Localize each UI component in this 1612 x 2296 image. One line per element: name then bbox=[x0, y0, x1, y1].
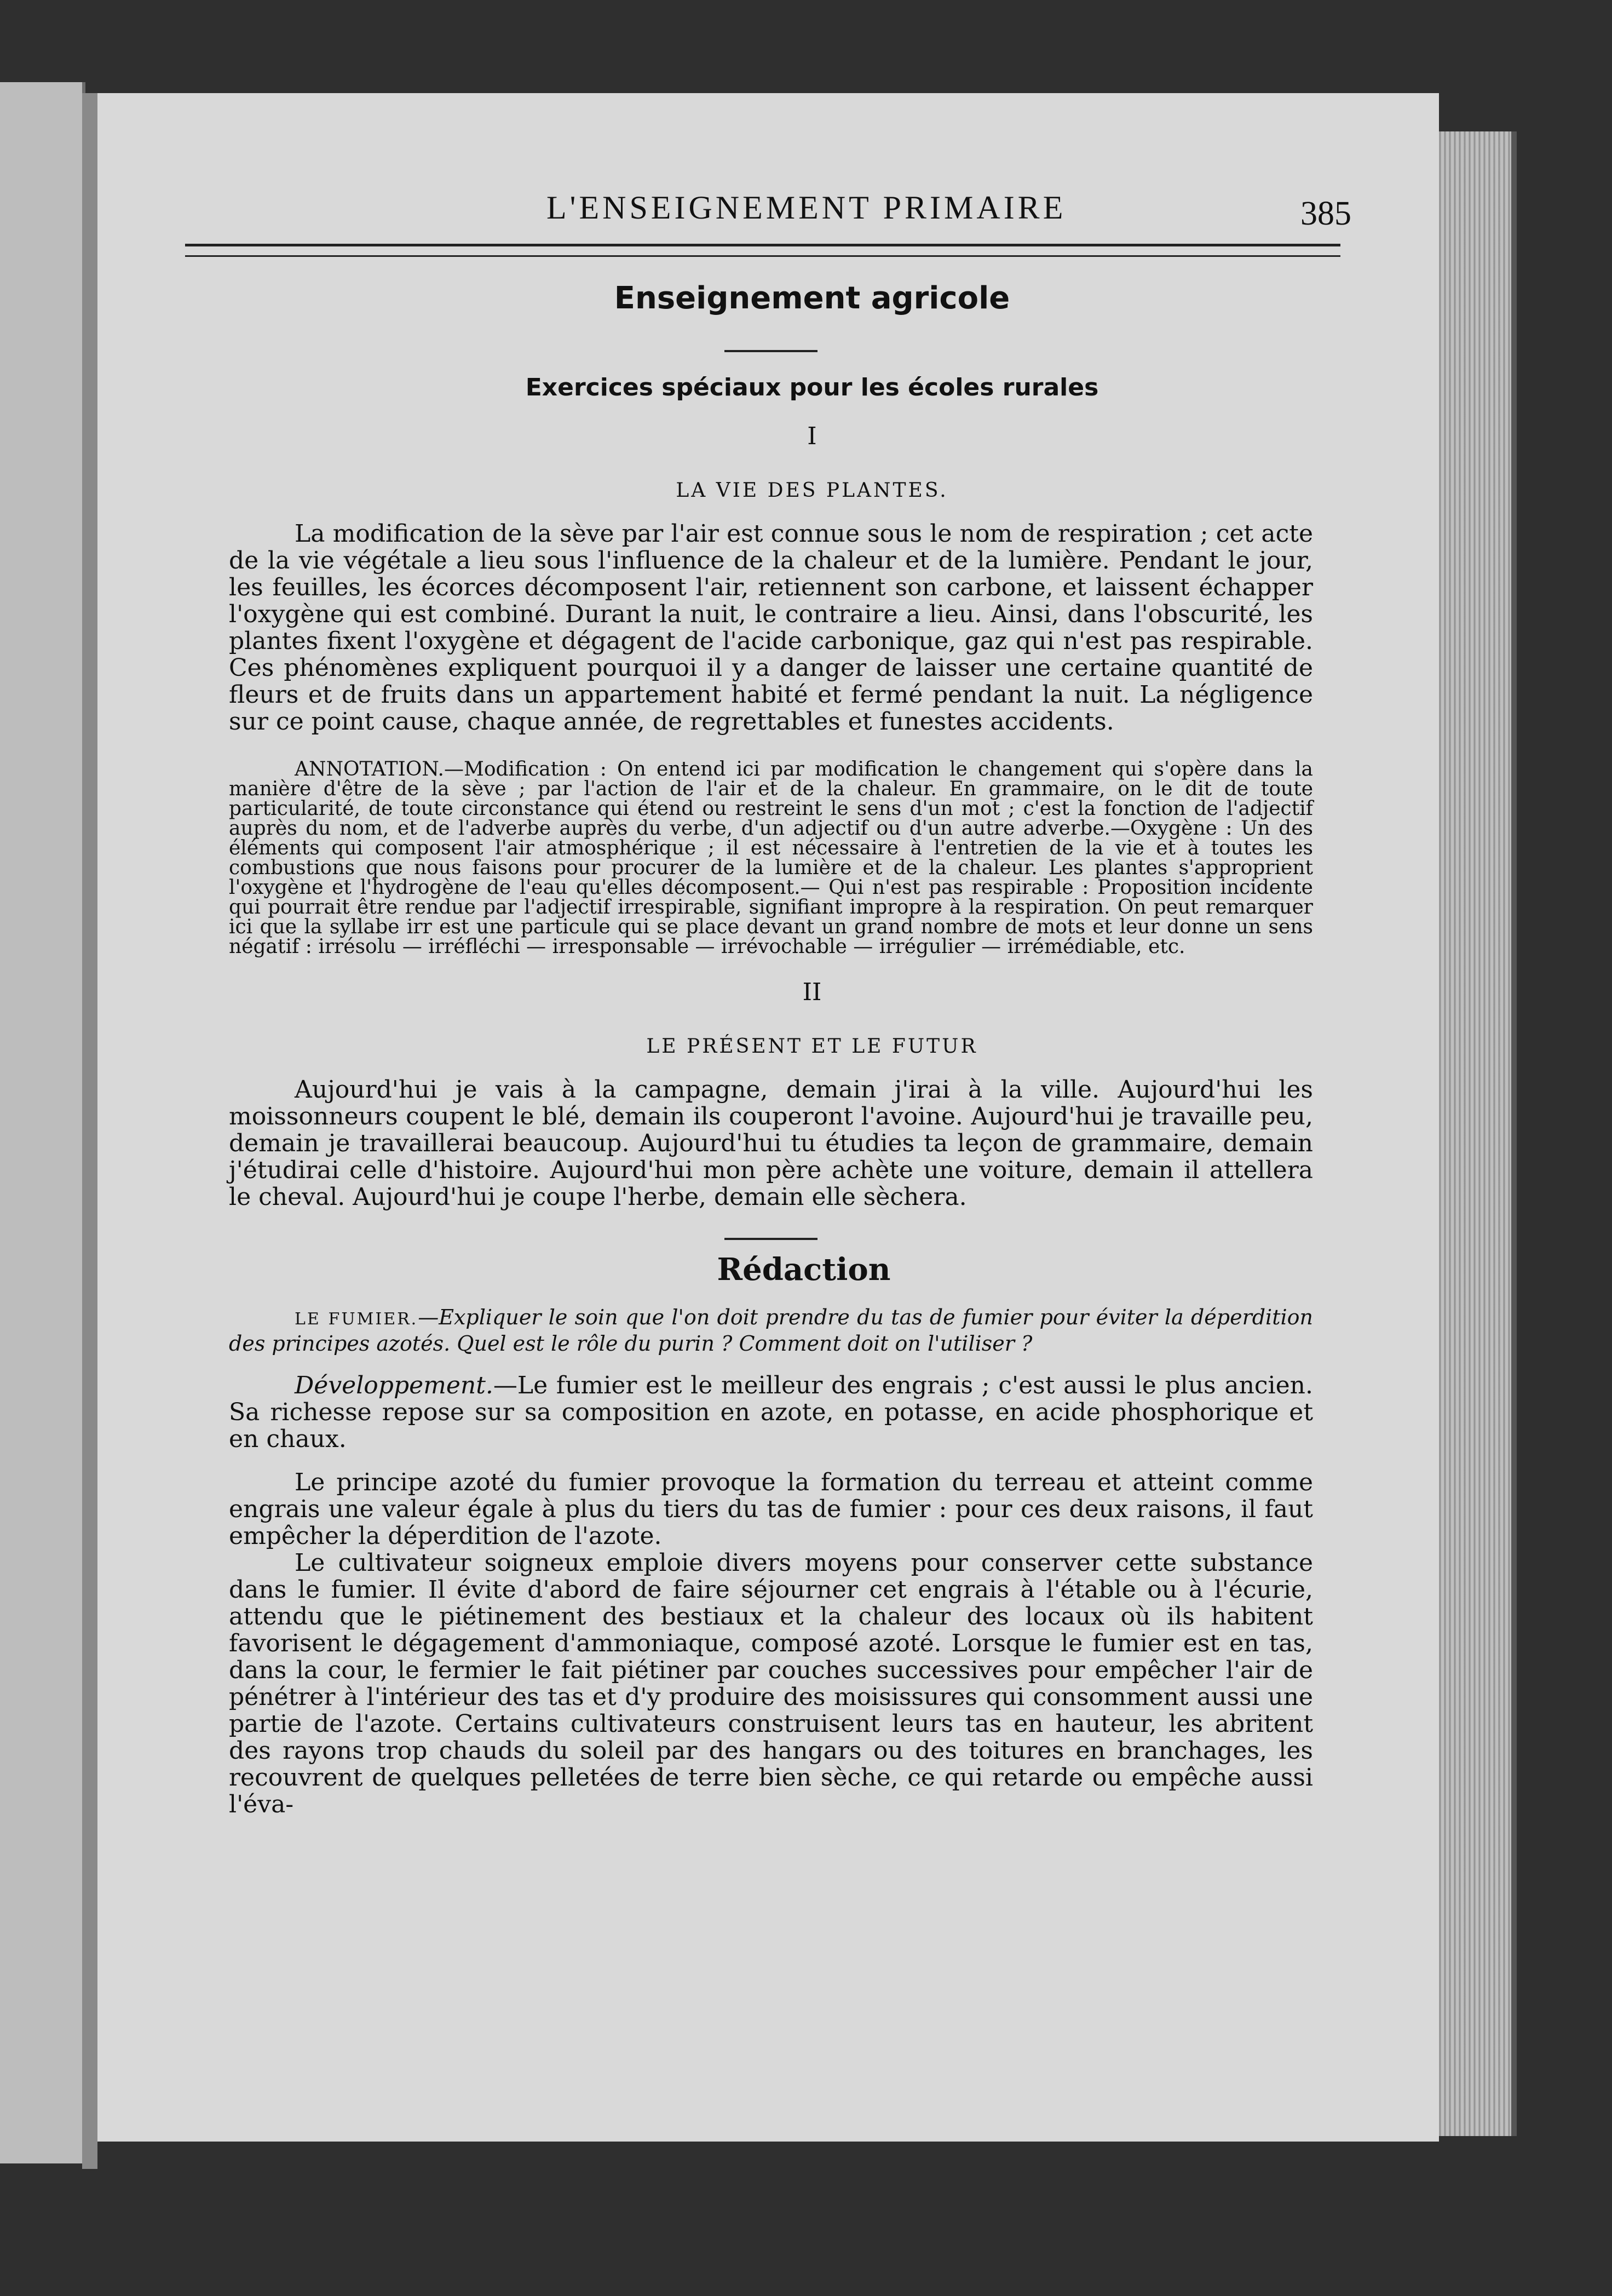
part-heading-1: LA VIE DES PLANTES. bbox=[676, 479, 948, 502]
section-title: Enseignement agricole bbox=[614, 280, 1010, 316]
part-numeral-2: II bbox=[802, 978, 822, 1006]
section-divider bbox=[724, 350, 817, 352]
part-heading-2: LE PRÉSENT ET LE FUTUR bbox=[646, 1035, 978, 1058]
header-rule bbox=[185, 244, 1340, 257]
redaction-paragraph-2: Le principe azoté du fumier provoque la formation du terreau et atteint comme engrais une valeur égale à plus du tiers du tas de fumier : pour ces deux raisons, il faut empêcher la déperdition de l'azote. bbox=[229, 1468, 1313, 1550]
section-subtitle: Exercices spéciaux pour les écoles rurales bbox=[525, 374, 1099, 401]
paragraph-vie-des-plantes: La modification de la sève par l'air est connue sous le nom de respiration ; cet acte de la vie végétale a lieu sous l'influence de la chaleur et de la lumière. Pendant le jour, les feuilles, les écorces décomposent l'air, retiennent son carbone, et laissent échapper l'oxygène qui est combiné. Durant la nuit, le contraire a lieu. Ainsi, dans l'obscurité, les plantes fixent l'oxygène et dégagent de l'acide carbonique, gaz qui n'est pas respirable. Ces phénomènes expliquent pourquoi il y a danger de laisser une certaine quantité de fleurs et de fruits dans un appartement habité et fermé pendant la nuit. La négligence sur ce point cause, chaque année, de regrettables et funestes accidents. bbox=[229, 520, 1313, 736]
page-number: 385 bbox=[1300, 195, 1351, 232]
paragraph-present-futur: Aujourd'hui je vais à la campagne, demain j'irai à la ville. Aujourd'hui les moissonneurs coupent le blé, demain ils couperont l'avoine. Aujourd'hui je travaille peu, demain je travaillerai beaucoup. Aujourd'hui tu étudies ta leçon de grammaire, demain j'étudirai celle d'histoire. Aujourd'hui mon père achète une voiture, demain il attellera le cheval. Aujourd'hui je coupe l'herbe, demain elle sèchera. bbox=[229, 1076, 1313, 1211]
part-numeral-1: I bbox=[807, 422, 817, 450]
running-title: L'ENSEIGNEMENT PRIMAIRE bbox=[546, 190, 1067, 226]
redaction-paragraph-3: Le cultivateur soigneux emploie divers moyens pour conserver cette substance dans le fumier. Il évite d'abord de faire séjourner cet engrais à l'étable ou à l'écurie, attendu que le piétinement des bestiaux et la chaleur des locaux où ils habitent favorisent le dégagement d'ammoniaque, composé azoté. Lorsque le fumier est en tas, dans la cour, le fermier le fait piétiner par couches successives pour empêcher l'air de pénétrer à l'intérieur des tas et d'y produire des moisissures qui consomment aussi une partie de l'azote. Certains cultivateurs construisent leurs tas en hauteur, les abritent des rayons trop chauds du soleil par des hangars ou des toitures en branchages, les recouvrent de quelques pelletées de terre bien sèche, ce qui retarde ou empêche aussi l'éva- bbox=[229, 1549, 1313, 1818]
annotation: ANNOTATION.—Modification : On entend ici par modification le changement qui s'opère dans la manière d'être de la sève ; par l'action de l'air et de la chaleur. En grammaire, on le dit de toute particularité, de toute circonstance qui étend ou restreint le sens d'un mot ; c'est la fonction de l'adjectif auprès du nom, et de l'adverbe auprès du verbe, d'un adjectif ou d'un autre adverbe.—Oxygène : Un des éléments qui composent l'air atmosphérique ; il est nécessaire à l'entretien de la vie et à toutes les combustions que nous faisons pour procurer de la lumière et de la chaleur. Les plantes s'approprient l'oxygène et l'hydrogène de l'eau qu'elles décomposent.— Qui n'est pas respirable : Proposition incidente qui pourrait être rendue par l'adjectif irrespirable, signifiant impropre à la respiration. On peut remarquer ici que la syllabe irr est une particule qui se place devant un grand nombre de mots et leur donne un sens négatif : irrésolu — irréfléchi — irresponsable — irrévochable — irrégulier — irrémédiable, etc. bbox=[229, 758, 1313, 958]
page-header bbox=[185, 189, 1351, 266]
development-text: —Le fumier est le meilleur des engrais ; c'est aussi le plus ancien. Sa richesse repose sur sa composition en azote, en potasse, en acide phosphorique et en chaux. bbox=[229, 1371, 1313, 1453]
question-text: —Expliquer le soin que l'on doit prendre du tas de fumier pour éviter la déperdition des principes azotés. Quel est le rôle du purin ? Comment doit on l'utiliser ? bbox=[229, 1305, 1313, 1356]
redaction-development bbox=[229, 1372, 1313, 1453]
page-content bbox=[229, 274, 1313, 1818]
book-gutter bbox=[82, 93, 97, 2169]
redaction-question bbox=[229, 1305, 1313, 1356]
development-label: Développement. bbox=[295, 1371, 493, 1399]
question-label: LE FUMIER. bbox=[295, 1310, 418, 1329]
redaction-title: Rédaction bbox=[717, 1252, 891, 1288]
book-page bbox=[97, 93, 1439, 2142]
left-page-edge bbox=[0, 82, 85, 2163]
redaction-divider bbox=[724, 1238, 817, 1240]
